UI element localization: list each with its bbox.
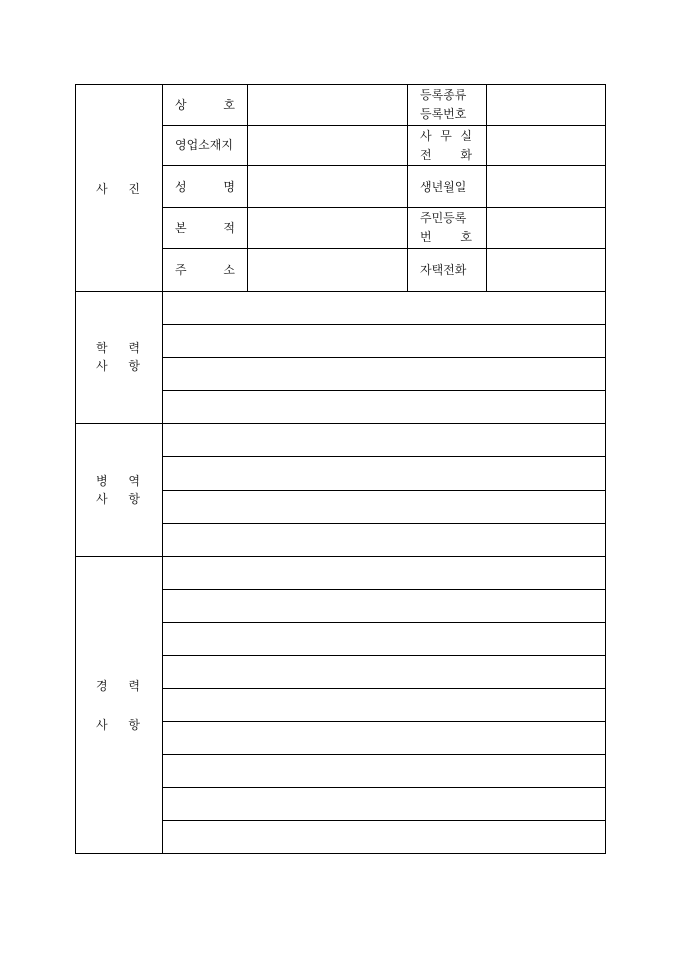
education-row[interactable]: [163, 391, 605, 423]
education-row[interactable]: [163, 292, 605, 324]
career-row[interactable]: [163, 755, 605, 787]
home-phone-input[interactable]: [487, 249, 605, 291]
career-row[interactable]: [163, 689, 605, 721]
resident-number-input[interactable]: [487, 208, 605, 248]
label-reg-type: 등록종류: [420, 88, 467, 102]
career-row[interactable]: [163, 656, 605, 688]
domicile-input[interactable]: [248, 208, 407, 248]
military-row[interactable]: [163, 524, 605, 556]
label-address: 주 소: [175, 263, 235, 277]
military-row[interactable]: [163, 457, 605, 490]
career-row[interactable]: [163, 557, 605, 589]
education-row[interactable]: [163, 325, 605, 357]
resume-form: [75, 84, 606, 854]
birthdate-input[interactable]: [487, 166, 605, 207]
military-row[interactable]: [163, 491, 605, 523]
label-reg-number: 등록번호: [420, 107, 467, 121]
business-location-input[interactable]: [248, 126, 407, 165]
photo-label: 사 진: [96, 182, 140, 196]
label-birthdate: 생년월일: [420, 180, 467, 194]
label-business-location: 영업소재지: [175, 138, 233, 152]
military-label-1: 병 역: [96, 474, 140, 488]
education-label-1: 학 력: [96, 341, 140, 355]
career-row[interactable]: [163, 722, 605, 754]
company-input[interactable]: [248, 85, 407, 125]
name-input[interactable]: [248, 166, 407, 207]
label-resident-number: 번 호: [420, 230, 472, 244]
career-row[interactable]: [163, 590, 605, 622]
reg-input[interactable]: [487, 85, 605, 125]
career-row[interactable]: [163, 788, 605, 820]
label-company: 상 호: [175, 98, 235, 112]
label-office-phone: 전 화: [420, 148, 472, 162]
photo-cell[interactable]: [76, 85, 163, 291]
label-home-phone: 자택전화: [420, 263, 467, 277]
address-input[interactable]: [248, 249, 407, 291]
military-label-2: 사 항: [96, 492, 140, 506]
label-office: 사 무 실: [420, 129, 472, 143]
career-row[interactable]: [163, 623, 605, 655]
career-label-2: 사 항: [96, 718, 140, 732]
label-resident-reg: 주민등록: [420, 211, 467, 225]
career-label-1: 경 력: [96, 679, 140, 693]
label-domicile: 본 적: [175, 221, 235, 235]
office-phone-input[interactable]: [487, 126, 605, 165]
education-row[interactable]: [163, 358, 605, 390]
label-name: 성 명: [175, 180, 235, 194]
education-label-2: 사 항: [96, 359, 140, 373]
military-row[interactable]: [163, 424, 605, 456]
career-row[interactable]: [163, 821, 605, 853]
